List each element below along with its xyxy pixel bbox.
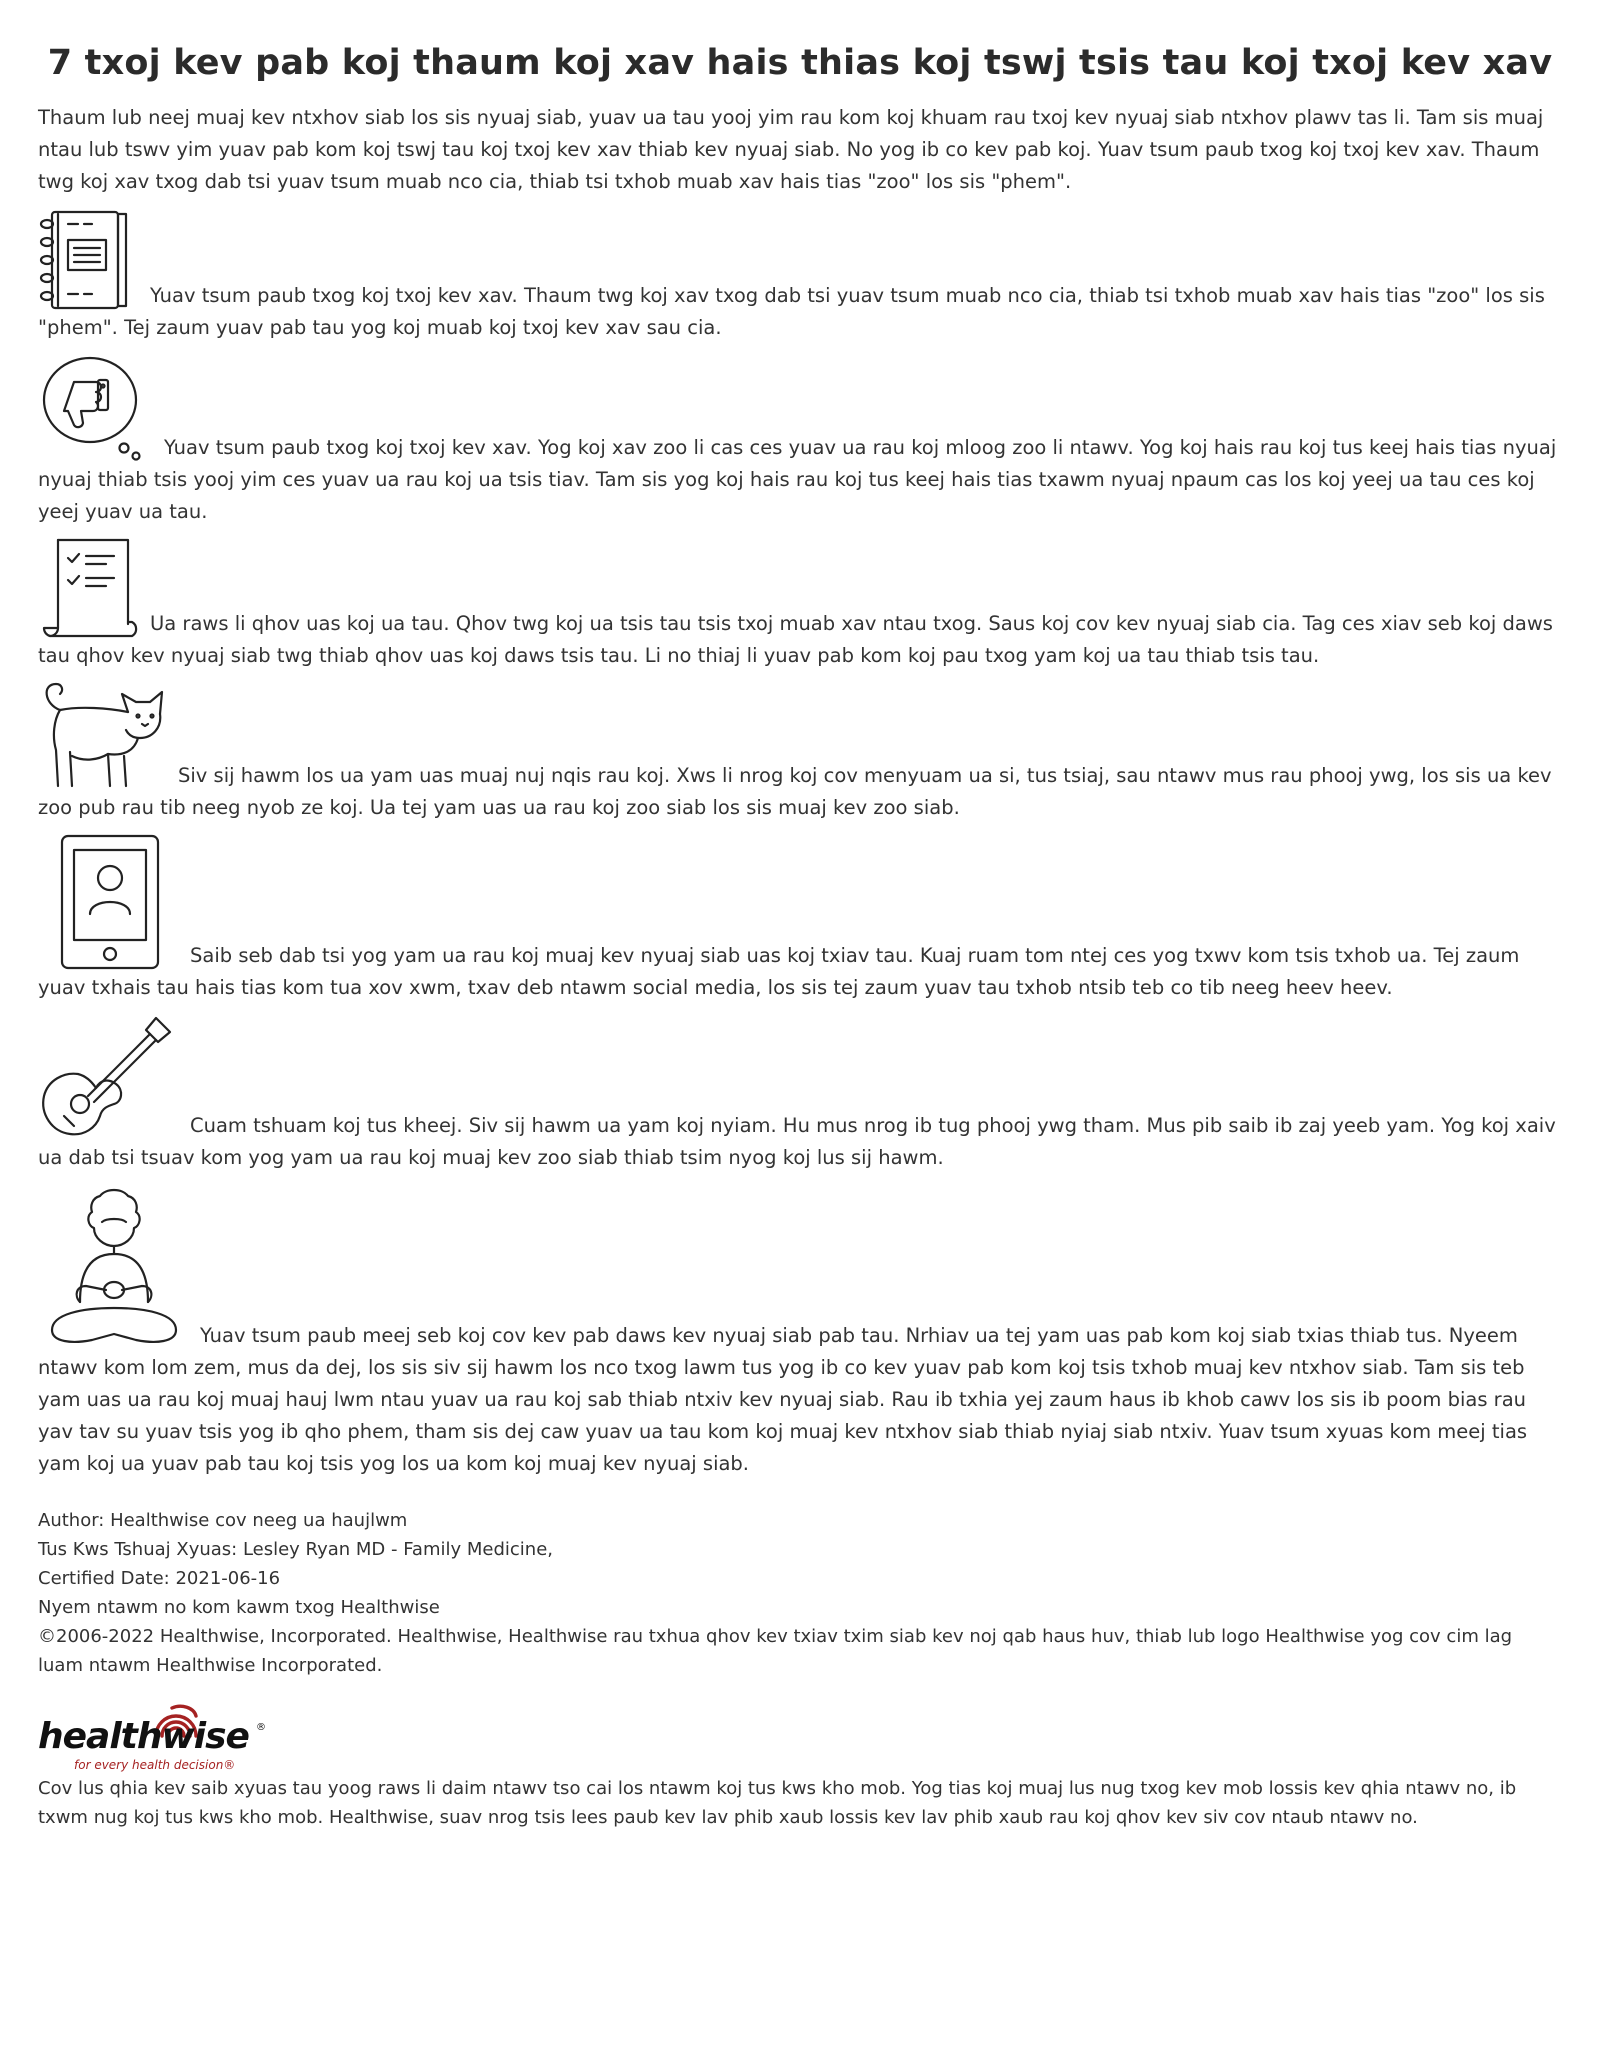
cat-icon: [38, 680, 166, 792]
tip-text-5: Saib seb dab tsi yog yam ua rau koj muaj kev nyuaj siab uas koj txiav tau. Kuaj ruam tom ntej ces yog txwv kom tsis txhob ua. Tej zaum yuav txhais tau hais tias kom tua xov xwm, txav deb ntawm social media, los sis tej zaum yuav tau txhob ntsib teb co tib neeg heev heev.: [38, 944, 1520, 999]
learn-more-link[interactable]: Nyem ntawm no kom kawm txog Healthwise: [38, 1597, 440, 1618]
guitar-icon: [38, 1012, 178, 1142]
tip-item-3: [38, 536, 1562, 672]
copyright-line: ©2006-2022 Healthwise, Incorporated. Healthwise, Healthwise rau txhua qhov kev txiav txim siab kev noj qab haus huv, thiab lub logo Healthwise yog cov cim lag luam ntawm Healthwise Incorporated.: [38, 1626, 1513, 1676]
tip-text-2: Yuav tsum paub txog koj txoj kev xav. Yog koj xav zoo li cas ces yuav ua rau koj mloog zoo li ntawv. Yog koj hais rau koj tus keej hais tias nyuaj nyuaj thiab tsis yooj yim ces yuav ua rau koj ua tsis tiav. Tam sis yog koj hais rau koj tus keej hais tias txawm nyuaj npaum cas los koj yeej ua tau ces koj yeej yuav ua tau.: [38, 436, 1557, 523]
tip-item-7: [38, 1182, 1562, 1480]
tip-text-3: Ua raws li qhov uas koj ua tau. Qhov twg koj ua tsis tau tsis txoj muab xav ntau txog. Saus koj cov kev nyuaj siab cia. Tag ces xiav seb koj daws tau qhov kev nyuaj siab twg thiab qhov uas koj daws tsis tau. Li no thiaj li yuav pab kom koj pau txog yam koj ua tau thiab tsis tau.: [38, 612, 1553, 667]
author-line: Author: Healthwise cov neeg ua haujlwm: [38, 1510, 408, 1531]
tip-text-4: Siv sij hawm los ua yam uas muaj nuj nqis rau koj. Xws li nrog koj cov menyuam ua si, tus tsiaj, sau ntawv mus rau phooj ywg, los sis ua kev zoo pub rau tib neeg nyob ze koj. Ua tej yam uas ua rau koj zoo siab los sis muaj kev zoo siab.: [38, 764, 1552, 819]
tip-item-1: [38, 208, 1562, 344]
document-page: [38, 38, 1562, 1832]
reviewer-line: Tus Kws Tshuaj Xyuas: Lesley Ryan MD - Family Medicine,: [38, 1539, 553, 1560]
disclaimer-paragraph: Cov lus qhia kev saib xyuas tau yoog raws li daim ntawv tso cai los ntawm koj tus kws kho mob. Yog tias koj muaj lus nug txog kev mob lossis kev qhia ntawv no, ib txwm nug koj tus kws kho mob. Healthwise, suav nrog tsis lees paub kev lav phib xaub lossis kev lav phib xaub rau koj qhov kev siv cov ntaub ntawv no.: [38, 1778, 1517, 1828]
intro-paragraph: Thaum lub neej muaj kev ntxhov siab los sis nyuaj siab, yuav ua tau yooj yim rau kom koj khuam rau txoj kev nyuaj siab ntxhov plawv tas li. Tam sis muaj ntau lub tswv yim yuav pab kom koj tswj tau koj txoj kev xav thiab kev nyuaj siab. No yog ib co kev pab koj. Yuav tsum paub txog koj txoj kev xav. Thaum twg koj xav txog dab tsi yuav tsum muab nco cia, thiab tsi txhob muab xav hais tias "zoo" los sis "phem".: [38, 106, 1544, 193]
thought-bubble-thumbs-down-icon: [38, 352, 152, 464]
tip-item-6: [38, 1012, 1562, 1174]
certified-date-line: Certified Date: 2021-06-16: [38, 1568, 281, 1589]
tablet-person-icon: [38, 832, 178, 972]
tip-text-6: Cuam tshuam koj tus kheej. Siv sij hawm ua yam koj nyiam. Hu mus nrog ib tug phooj ywg tham. Mus pib saib ib zaj yeeb yam. Yog koj xaiv ua dab tsi tsuav kom yog yam ua rau koj muaj kev zoo siab thiab tsim nyog koj lus sij hawm.: [38, 1114, 1556, 1169]
tip-item-2: [38, 352, 1562, 528]
tip-text-1: Yuav tsum paub txog koj txoj kev xav. Thaum twg koj xav txog dab tsi yuav tsum muab nco cia, thiab tsi txhob muab xav hais tias "zoo" los sis "phem". Tej zaum yuav pab tau yog koj muab koj txoj kev xav sau cia.: [38, 284, 1545, 339]
checklist-scroll-icon: [38, 536, 138, 640]
logo-registered-mark: ®: [256, 1722, 266, 1733]
document-metadata: [38, 1506, 1562, 1680]
notebook-icon: [38, 208, 138, 312]
tip-text-7: Yuav tsum paub meej seb koj cov kev pab daws kev nyuaj siab pab tau. Nrhiav ua tej yam uas pab kom koj siab txias thiab tus. Nyeem ntawv kom lom zem, mus da dej, los sis siv sij hawm los nco txog lawm tus yog ib co kev yuav pab kom koj tsis txhob muaj kev ntxhov siab. Tam sis teb yam uas ua rau koj muaj hauj lwm ntau yuav ua rau koj sab thiab ntxiv kev nyuaj siab. Rau ib txhia yej zaum haus ib khob cawv los sis ib poom bias rau yav tav su yuav tsis yog ib qho phem, tham sis dej caw yuav ua tau kom koj muaj kev ntxhov siab thiab nyiaj siab ntxiv. Yuav tsum xyuas kom meej tias yam koj ua yuav pab tau koj tsis yog los ua kom koj muaj kev nyuaj siab.: [38, 1324, 1528, 1475]
meditating-person-icon: [38, 1182, 188, 1352]
logo-tagline: for every health decision®: [74, 1758, 236, 1772]
tip-item-4: [38, 680, 1562, 824]
logo-wordmark: healthwise: [38, 1716, 249, 1757]
healthwise-logo: [38, 1694, 278, 1772]
tip-item-5: [38, 832, 1562, 1004]
page-title: 7 txoj kev pab koj thaum koj xav hais thias koj tswj tsis tau koj txoj kev xav: [47, 43, 1553, 83]
